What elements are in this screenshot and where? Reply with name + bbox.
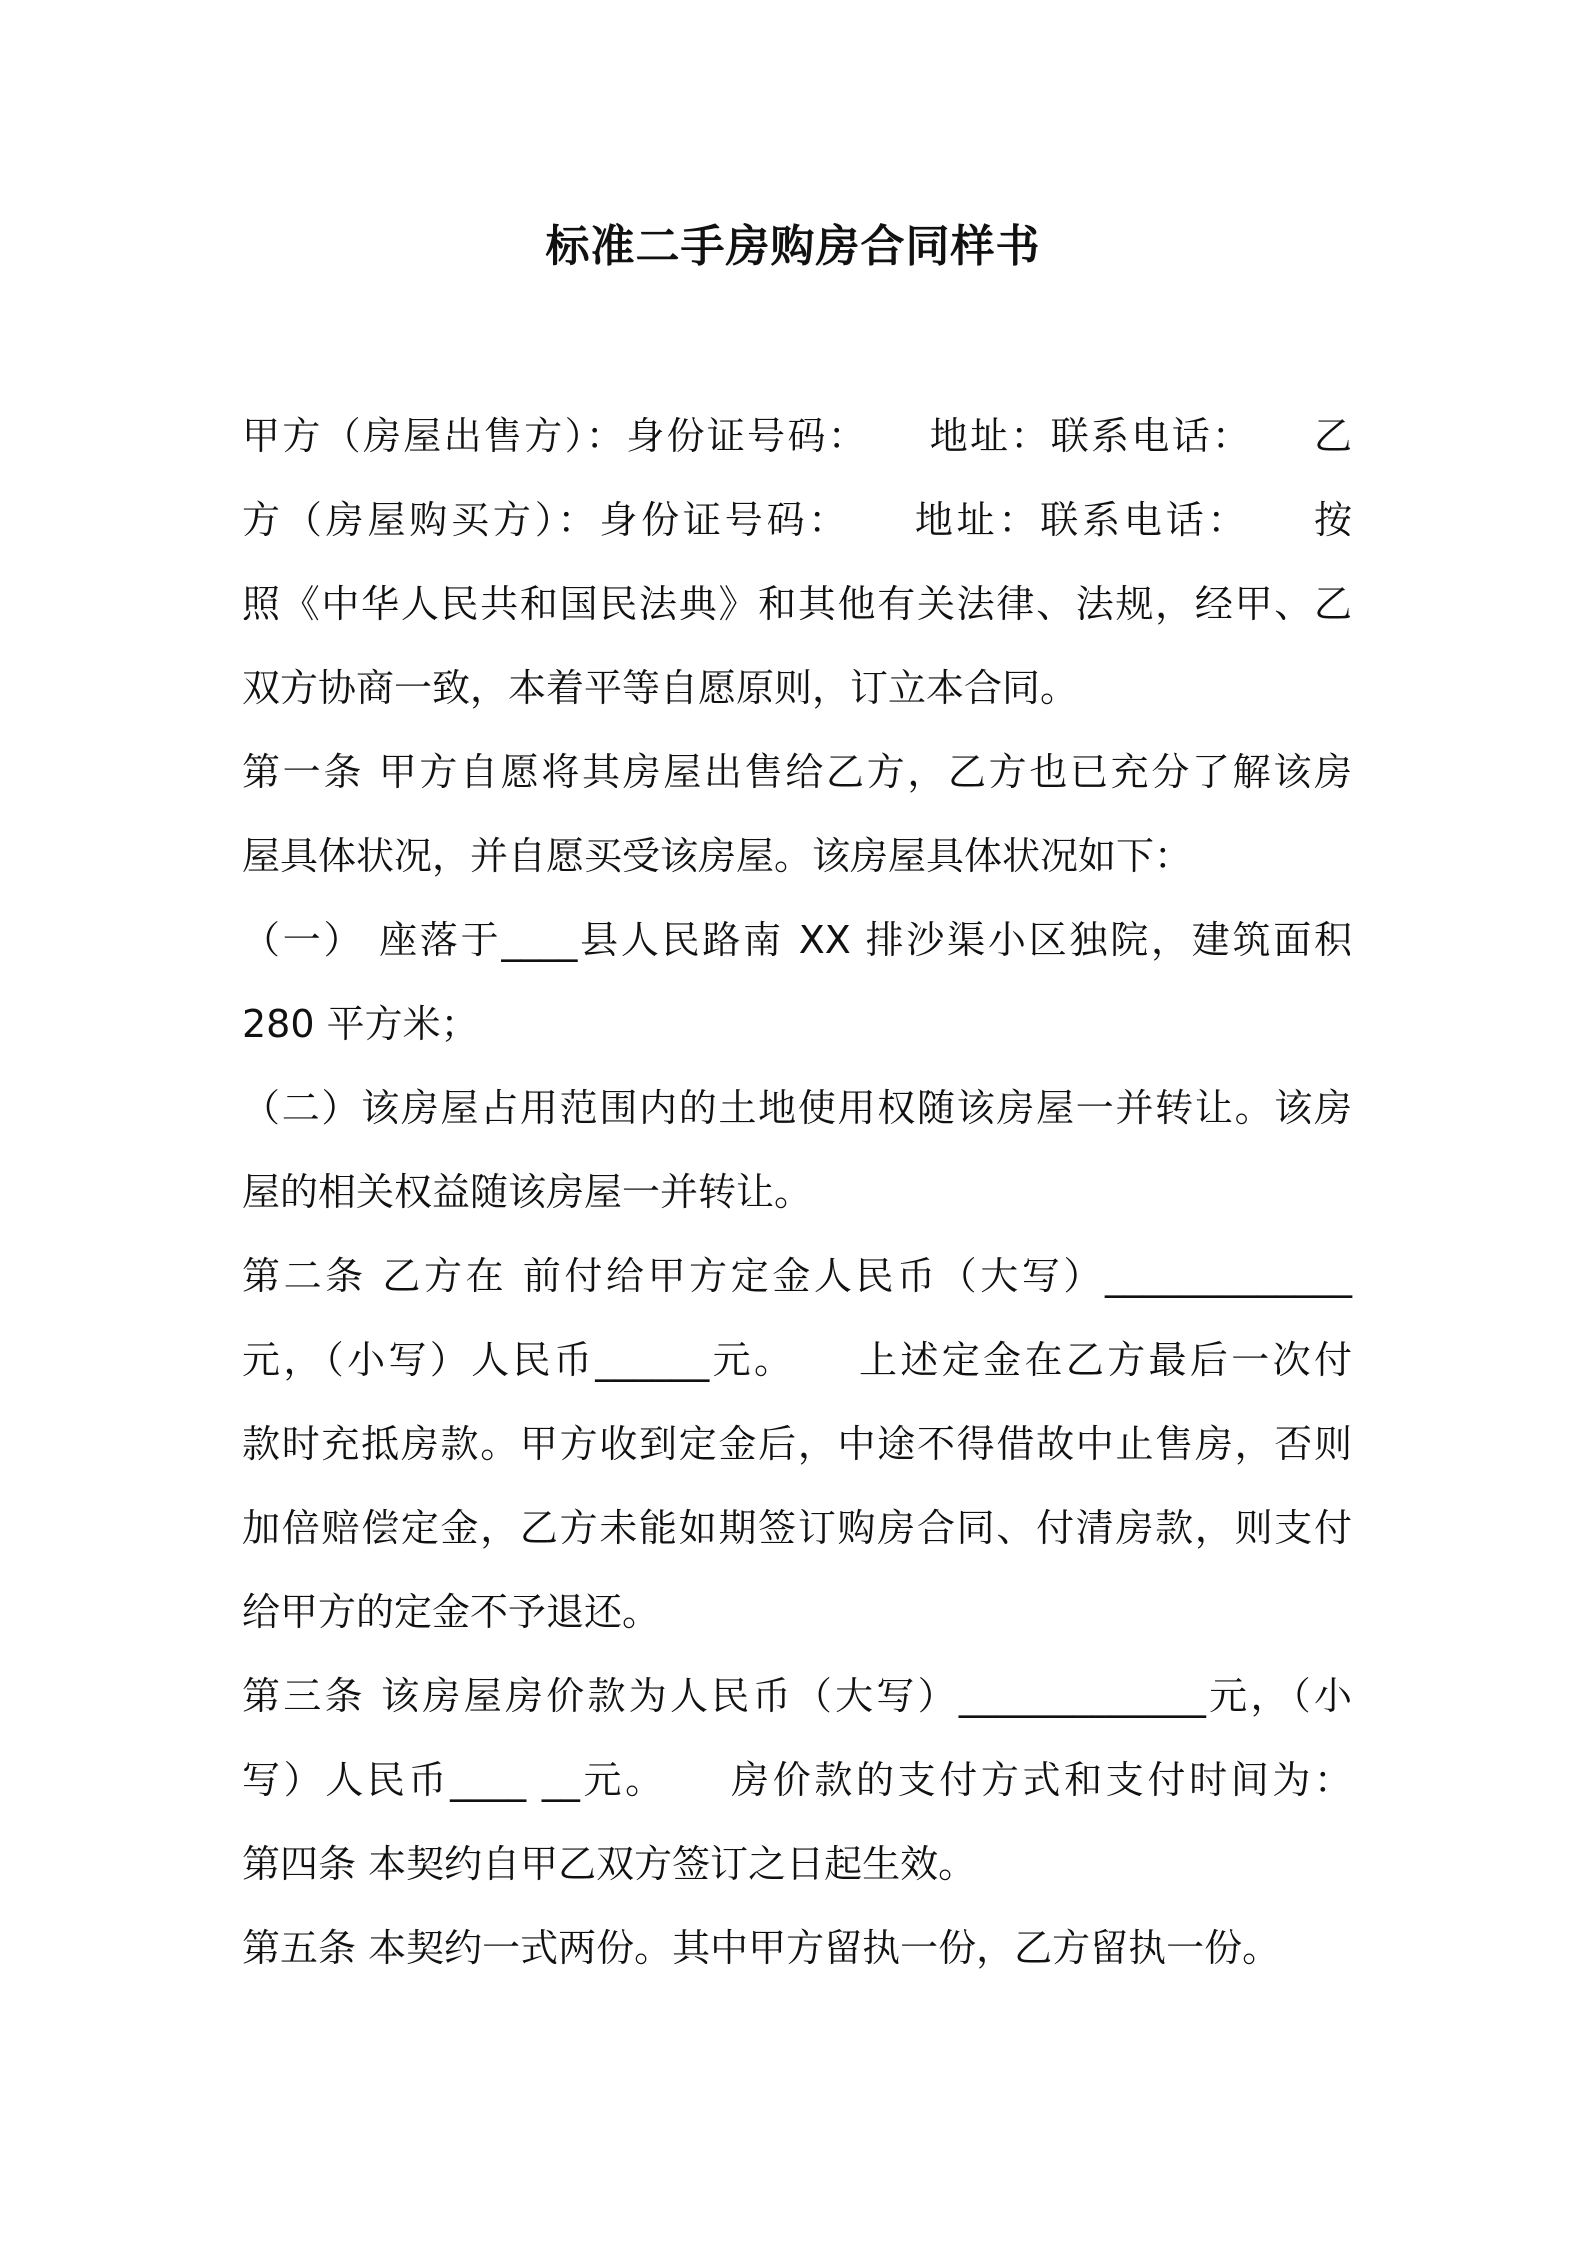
article-1-line: 第一条 甲方自愿将其房屋出售给乙方，乙方也已充分了解该房: [242, 750, 1352, 794]
article-1-item-1-line: 280 平方米；: [242, 1002, 479, 1046]
article-4-line: 第四条 本契约自甲乙双方签订之日起生效。: [242, 1842, 977, 1886]
article-3-line: 写）人民币____ __元。 房价款的支付方式和支付时间为：: [242, 1758, 1352, 1802]
article-2-line: 给甲方的定金不予退还。: [242, 1590, 661, 1634]
article-2-line: 第二条 乙方在 前付给甲方定金人民币（大写）_____________: [242, 1254, 1352, 1298]
party-b-line: 方（房屋购买方）：身份证号码： 地址：联系电话： 按: [242, 498, 1352, 542]
preamble-line: 照《中华人民共和国民法典》和其他有关法律、法规，经甲、乙: [242, 582, 1352, 626]
article-2-line: 加倍赔偿定金，乙方未能如期签订购房合同、付清房款，则支付: [242, 1506, 1352, 1550]
article-1-item-2-line: 屋的相关权益随该房屋一并转让。: [242, 1170, 813, 1214]
article-3-line: 第三条 该房屋房价款为人民币（大写）_____________元，（小: [242, 1674, 1352, 1718]
article-1-line: 屋具体状况，并自愿买受该房屋。该房屋具体状况如下：: [242, 834, 1193, 878]
article-1-item-1-line: （一） 座落于____县人民路南 XX 排沙渠小区独院，建筑面积: [242, 918, 1352, 962]
article-5-line: 第五条 本契约一式两份。其中甲方留执一份，乙方留执一份。: [242, 1926, 1281, 1970]
article-1-item-2-line: （二）该房屋占用范围内的土地使用权随该房屋一并转让。该房: [242, 1086, 1352, 1130]
party-a-line: 甲方（房屋出售方）：身份证号码： 地址：联系电话： 乙: [242, 414, 1352, 458]
article-2-line: 元，（小写）人民币______元。 上述定金在乙方最后一次付: [242, 1338, 1352, 1382]
article-2-line: 款时充抵房款。甲方收到定金后，中途不得借故中止售房，否则: [242, 1422, 1352, 1466]
document-title: 标准二手房购房合同样书: [545, 221, 1041, 272]
preamble-line: 双方协商一致，本着平等自愿原则，订立本合同。: [242, 666, 1079, 710]
